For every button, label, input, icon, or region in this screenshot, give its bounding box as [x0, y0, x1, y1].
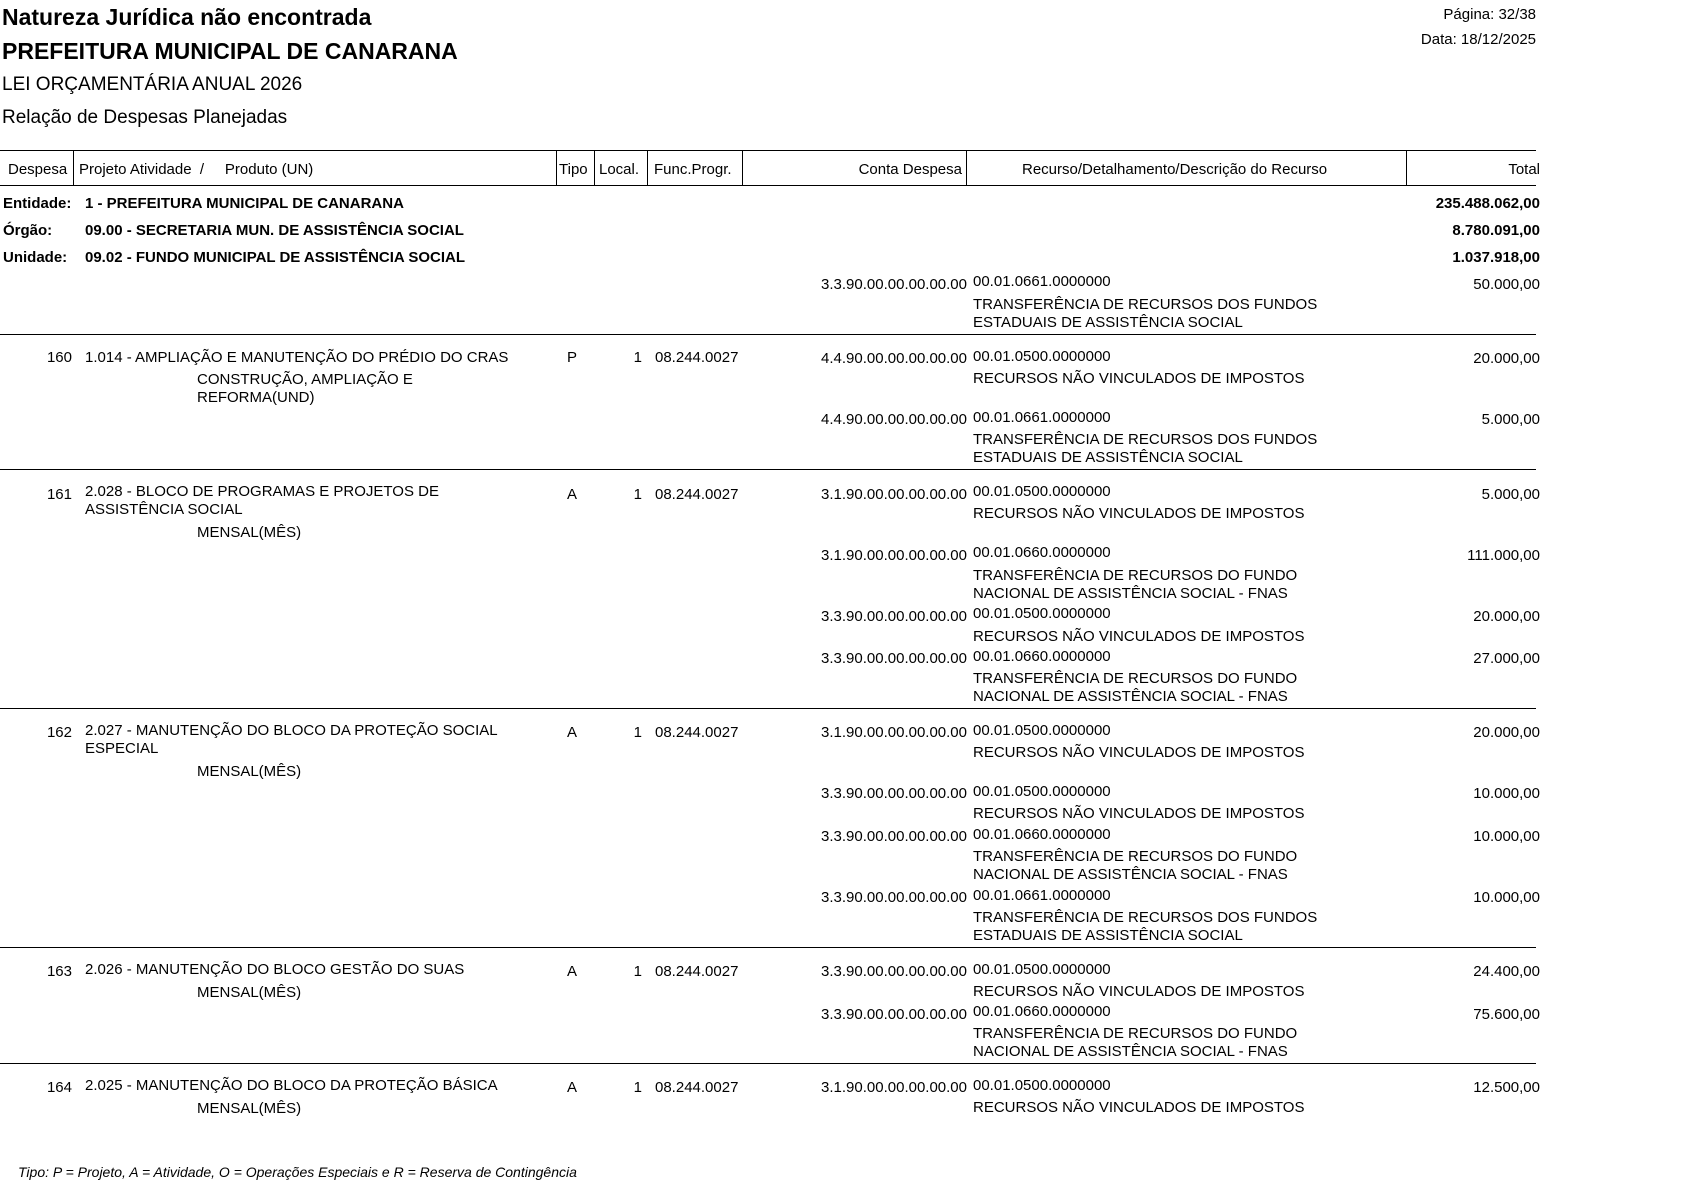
unidade-value: 09.02 - FUNDO MUNICIPAL DE ASSISTÊNCIA SOCIAL — [85, 249, 466, 266]
produto-un: MENSAL(MÊS) — [197, 1100, 302, 1117]
footer-legend: Tipo: P = Projeto, A = Atividade, O = Operações Especiais e R = Reserva de Contingência — [18, 1164, 577, 1180]
row-separator — [0, 708, 1536, 709]
col-projeto: Projeto Atividade / Produto (UN) — [79, 161, 314, 178]
col-conta: Conta Despesa — [858, 161, 962, 178]
recurso-descricao: RECURSOS NÃO VINCULADOS DE IMPOSTOS — [973, 744, 1305, 761]
column-divider — [556, 150, 557, 185]
orgao-total: 8.780.091,00 — [1452, 222, 1540, 239]
column-divider — [966, 150, 967, 185]
conta-despesa: 4.4.90.00.00.00.00.00 — [821, 350, 967, 367]
col-recurso: Recurso/Detalhamento/Descrição do Recurso — [1022, 161, 1328, 178]
recurso-code: 00.01.0661.0000000 — [973, 887, 1111, 904]
entidade-total: 235.488.062,00 — [1435, 195, 1540, 212]
line-total: 24.400,00 — [1473, 963, 1540, 980]
col-tipo: Tipo — [559, 161, 588, 178]
report-description: Relação de Despesas Planejadas — [2, 107, 288, 128]
col-local: Local. — [599, 161, 640, 178]
line-total: 10.000,00 — [1473, 785, 1540, 802]
entidade-value: 1 - PREFEITURA MUNICIPAL DE CANARANA — [85, 195, 404, 212]
despesa-number: 161 — [46, 486, 72, 503]
recurso-descricao: TRANSFERÊNCIA DE RECURSOS DO FUNDO — [973, 1025, 1298, 1042]
conta-despesa: 3.3.90.00.00.00.00.00 — [821, 276, 967, 293]
local-value: 1 — [633, 486, 642, 503]
recurso-code: 00.01.0500.0000000 — [973, 483, 1111, 500]
func-progr: 08.244.0027 — [655, 963, 739, 980]
func-progr: 08.244.0027 — [655, 724, 739, 741]
column-divider — [647, 150, 648, 185]
conta-despesa: 3.3.90.00.00.00.00.00 — [821, 828, 967, 845]
line-total: 111.000,00 — [1467, 547, 1540, 564]
recurso-descricao: ESTADUAIS DE ASSISTÊNCIA SOCIAL — [973, 314, 1243, 331]
orgao-label: Órgão: — [3, 222, 53, 239]
func-progr: 08.244.0027 — [655, 1079, 739, 1096]
line-total: 12.500,00 — [1473, 1079, 1540, 1096]
produto-un: MENSAL(MÊS) — [197, 524, 302, 541]
recurso-descricao: RECURSOS NÃO VINCULADOS DE IMPOSTOS — [973, 983, 1305, 1000]
recurso-descricao: TRANSFERÊNCIA DE RECURSOS DOS FUNDOS — [973, 909, 1318, 926]
func-progr: 08.244.0027 — [655, 349, 739, 366]
recurso-descricao: TRANSFERÊNCIA DE RECURSOS DO FUNDO — [973, 567, 1298, 584]
report-date: Data: 18/12/2025 — [1420, 31, 1536, 48]
table-top-rule — [0, 150, 1536, 151]
line-total: 20.000,00 — [1473, 608, 1540, 625]
projeto-atividade: 2.028 - BLOCO DE PROGRAMAS E PROJETOS DE — [85, 483, 439, 500]
row-separator — [0, 1063, 1536, 1064]
row-separator — [0, 469, 1536, 470]
recurso-descricao: NACIONAL DE ASSISTÊNCIA SOCIAL - FNAS — [973, 585, 1288, 602]
line-total: 10.000,00 — [1473, 889, 1540, 906]
recurso-code: 00.01.0500.0000000 — [973, 348, 1111, 365]
recurso-code: 00.01.0500.0000000 — [973, 605, 1111, 622]
recurso-code: 00.01.0500.0000000 — [973, 783, 1111, 800]
despesa-number: 163 — [46, 963, 72, 980]
conta-despesa: 4.4.90.00.00.00.00.00 — [821, 411, 967, 428]
recurso-code: 00.01.0661.0000000 — [973, 409, 1111, 426]
row-separator — [0, 334, 1536, 335]
conta-despesa: 3.3.90.00.00.00.00.00 — [821, 608, 967, 625]
col-func: Func.Progr. — [654, 161, 732, 178]
projeto-atividade: 2.026 - MANUTENÇÃO DO BLOCO GESTÃO DO SUAS — [85, 961, 465, 978]
unidade-label: Unidade: — [3, 249, 68, 266]
line-total: 5.000,00 — [1481, 486, 1540, 503]
recurso-descricao: TRANSFERÊNCIA DE RECURSOS DOS FUNDOS — [973, 296, 1318, 313]
local-value: 1 — [633, 963, 642, 980]
recurso-code: 00.01.0661.0000000 — [973, 273, 1111, 290]
recurso-descricao: RECURSOS NÃO VINCULADOS DE IMPOSTOS — [973, 628, 1305, 645]
tipo-value: A — [567, 486, 578, 503]
row-separator — [0, 947, 1536, 948]
local-value: 1 — [633, 724, 642, 741]
produto-un: CONSTRUÇÃO, AMPLIAÇÃO E — [197, 371, 413, 388]
conta-despesa: 3.3.90.00.00.00.00.00 — [821, 1006, 967, 1023]
recurso-descricao: NACIONAL DE ASSISTÊNCIA SOCIAL - FNAS — [973, 866, 1288, 883]
line-total: 5.000,00 — [1481, 411, 1540, 428]
projeto-atividade: 2.025 - MANUTENÇÃO DO BLOCO DA PROTEÇÃO BÁSICA — [85, 1077, 498, 1094]
tipo-value: A — [567, 724, 578, 741]
produto-un: MENSAL(MÊS) — [197, 984, 302, 1001]
conta-despesa: 3.3.90.00.00.00.00.00 — [821, 963, 967, 980]
tipo-value: A — [567, 963, 578, 980]
conta-despesa: 3.1.90.00.00.00.00.00 — [821, 486, 967, 503]
orgao-value: 09.00 - SECRETARIA MUN. DE ASSISTÊNCIA SOCIAL — [85, 222, 464, 239]
recurso-descricao: NACIONAL DE ASSISTÊNCIA SOCIAL - FNAS — [973, 1043, 1288, 1060]
func-progr: 08.244.0027 — [655, 486, 739, 503]
recurso-code: 00.01.0660.0000000 — [973, 1003, 1111, 1020]
recurso-code: 00.01.0500.0000000 — [973, 961, 1111, 978]
line-total: 20.000,00 — [1473, 350, 1540, 367]
recurso-code: 00.01.0500.0000000 — [973, 722, 1111, 739]
line-total: 75.600,00 — [1473, 1006, 1540, 1023]
report-entity: PREFEITURA MUNICIPAL DE CANARANA — [2, 38, 458, 64]
recurso-code: 00.01.0660.0000000 — [973, 826, 1111, 843]
recurso-descricao: TRANSFERÊNCIA DE RECURSOS DO FUNDO — [973, 670, 1298, 687]
report-subtitle: LEI ORÇAMENTÁRIA ANUAL 2026 — [2, 74, 303, 95]
column-divider — [73, 150, 74, 185]
recurso-descricao: NACIONAL DE ASSISTÊNCIA SOCIAL - FNAS — [973, 688, 1288, 705]
local-value: 1 — [633, 1079, 642, 1096]
projeto-atividade: ESPECIAL — [85, 740, 159, 757]
line-total: 10.000,00 — [1473, 828, 1540, 845]
page-number: Página: 32/38 — [1443, 6, 1536, 23]
recurso-descricao: ESTADUAIS DE ASSISTÊNCIA SOCIAL — [973, 927, 1243, 944]
despesa-number: 160 — [46, 349, 72, 366]
recurso-descricao: TRANSFERÊNCIA DE RECURSOS DO FUNDO — [973, 848, 1298, 865]
conta-despesa: 3.3.90.00.00.00.00.00 — [821, 785, 967, 802]
line-total: 20.000,00 — [1473, 724, 1540, 741]
col-despesa: Despesa — [8, 161, 68, 178]
produto-un: REFORMA(UND) — [197, 389, 315, 406]
despesa-number: 164 — [46, 1079, 72, 1096]
projeto-atividade: 1.014 - AMPLIAÇÃO E MANUTENÇÃO DO PRÉDIO DO CRAS — [85, 349, 509, 366]
recurso-descricao: RECURSOS NÃO VINCULADOS DE IMPOSTOS — [973, 505, 1305, 522]
recurso-descricao: RECURSOS NÃO VINCULADOS DE IMPOSTOS — [973, 805, 1305, 822]
tipo-value: P — [567, 349, 578, 366]
local-value: 1 — [633, 349, 642, 366]
conta-despesa: 3.3.90.00.00.00.00.00 — [821, 650, 967, 667]
recurso-code: 00.01.0660.0000000 — [973, 544, 1111, 561]
recurso-descricao: RECURSOS NÃO VINCULADOS DE IMPOSTOS — [973, 370, 1305, 387]
unidade-total: 1.037.918,00 — [1452, 249, 1540, 266]
recurso-code: 00.01.0500.0000000 — [973, 1077, 1111, 1094]
projeto-atividade: ASSISTÊNCIA SOCIAL — [85, 501, 243, 518]
projeto-atividade: 2.027 - MANUTENÇÃO DO BLOCO DA PROTEÇÃO SOCIAL — [85, 722, 498, 739]
recurso-descricao: RECURSOS NÃO VINCULADOS DE IMPOSTOS — [973, 1099, 1305, 1116]
conta-despesa: 3.1.90.00.00.00.00.00 — [821, 547, 967, 564]
line-total: 50.000,00 — [1473, 276, 1540, 293]
recurso-descricao: ESTADUAIS DE ASSISTÊNCIA SOCIAL — [973, 449, 1243, 466]
col-total: Total — [1508, 161, 1540, 178]
column-divider — [594, 150, 595, 185]
conta-despesa: 3.3.90.00.00.00.00.00 — [821, 889, 967, 906]
recurso-code: 00.01.0660.0000000 — [973, 648, 1111, 665]
column-divider — [1406, 150, 1407, 185]
conta-despesa: 3.1.90.00.00.00.00.00 — [821, 724, 967, 741]
conta-despesa: 3.1.90.00.00.00.00.00 — [821, 1079, 967, 1096]
recurso-descricao: TRANSFERÊNCIA DE RECURSOS DOS FUNDOS — [973, 431, 1318, 448]
column-divider — [742, 150, 743, 185]
line-total: 27.000,00 — [1473, 650, 1540, 667]
table-header-rule — [0, 185, 1536, 186]
entidade-label: Entidade: — [3, 195, 72, 212]
produto-un: MENSAL(MÊS) — [197, 763, 302, 780]
tipo-value: A — [567, 1079, 578, 1096]
report-title: Natureza Jurídica não encontrada — [2, 4, 372, 30]
despesa-number: 162 — [46, 724, 72, 741]
